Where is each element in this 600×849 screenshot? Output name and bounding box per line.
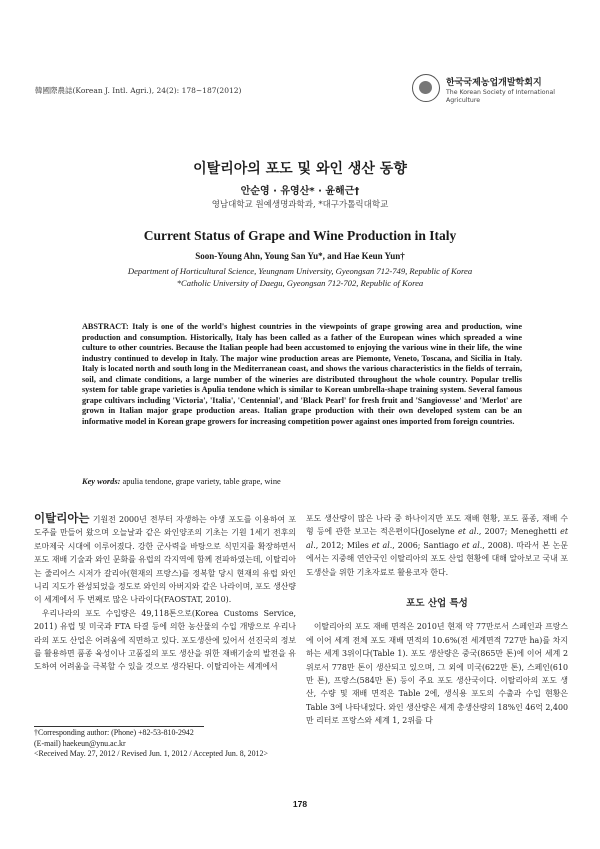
page-number: 178 [292, 799, 308, 809]
lead-word: 이탈리아는 [34, 511, 90, 525]
society-logo [412, 72, 562, 114]
footnote-divider [34, 726, 204, 727]
society-name-en: The Korean Society of International Agriculture [446, 89, 556, 104]
intro-paragraph-3: 포도 생산량이 많은 나라 중 하나이지만 포도 재배 현황, 포도 품종, 재배 수형 등에 관한 보고는 적은편이다(Joselyne et al., 2007; Meneghetti et al., 2012; Miles et al., 2006; Santiago et al., 2008). 따라서 본 논문에서는 지중해 연안국인 이탈리아의 포도 산업 현황에 대해 알아보고 국내 포도생산을 위한 기초자료로 활용코자 한다. [306, 514, 568, 577]
footnote [34, 728, 304, 760]
title-korean: 이탈리아의 포도 및 와인 생산 동향 [193, 161, 407, 177]
footnote-received: <Received May. 27, 2012 / Revised Jun. 1, 2012 / Accepted Jun. 8, 2012> [34, 749, 268, 759]
affiliation-korean: 영남대학교 원예생명과학과, *대구가톨릭대학교 [211, 200, 389, 210]
left-column [34, 512, 296, 674]
footnote-email: (E-mail) haekeun@ynu.ac.kr [34, 738, 126, 748]
affiliation-english-1: Department of Horticultural Science, Yeungnam University, Gyeongsan 712-749, Republic of Korea [127, 266, 473, 276]
right-column [306, 512, 568, 728]
keywords [82, 477, 522, 486]
intro-p1-text: 기원전 2000년 전부터 자생하는 야생 포도를 이용하여 포도주를 만들어 왔으며 오늘날과 같은 와인양조의 기초는 기원 1세기 전후의 로마제국 시대에 이루어졌다. 강한 군사력을 바탕으로 식민지를 확장하면서 포도 재배 기술과 와인 문화를 유럽의 각지역에 함께 전파하였는데, 이탈리아는 줄리어스 시저가 갈리아(현재의 프랑스)를 정복할 당시 현재의 유럽 와인니리 지도가 완성되었을 정도로 와인의 아버지와 같은 나라이며, 포도 생산량이 세계에서 두 번째로 많은 나라이다(FAOSTAT, 2010). [34, 515, 296, 605]
authors-english: Soon-Young Ahn, Young San Yu*, and Hae Keun Yun† [195, 251, 405, 261]
footnote-corresponding: †Corresponding author: (Phone) +82-53-810-2942 [34, 728, 194, 737]
abstract-text: Italy is one of the world's highest countries in the viewpoints of grape growing area and production, wine production and consumption. Historically, Italy has been called as a father of the European wines which spreaded a wine culture to other countries. Because the Italian people had been accustomed to enjoying the various wine in their life, the wine industry continued to develop in Italy. The major wine production areas are Piemonte, Veneto, Toscana, and Sicilia in Italy. Italy is located north and south long in the Mediterranean coast, and shows the various characteristics in the fields of terrain, soil, and climate conditions, a large number of the wineries are distributed throughout the whole country. Popular trellis system for table grape varieties is Apulia tendone which is similar to Korean umbrella-shape training system. Several famous grape cultivars including 'Victoria', 'Italia', 'Centennial', and 'Black Pearl' for fresh fruit and 'Sangiovesse' and 'Merlot' are grown in Italian major grape production areas. Italian grape production with their own developed system can be an informative model in Korean grape growers for increasing competition power against ones imported from foreign countries. [82, 322, 522, 426]
authors-korean: 안순영 · 유영산* · 윤해근† [240, 186, 360, 197]
keywords-text: apulia tendone, grape variety, table grape, wine [122, 477, 281, 486]
affiliation-english [0, 265, 600, 289]
section-paragraph-1: 이탈리아의 포도 재배 면적은 2010년 현재 약 77만로서 스페인과 프랑스에 이어 세계 전체 포도 재배 면적의 10.6%(전 세계면적 727만 ha)를 차지하는 세계 3위이다(Table 1). 포도 생산량은 중국(865만 톤)에 이어 세계 2위로서 778만 톤이 생산되고 있으며, 그 외에 미국(622만 톤), 스페인(610만 톤), 프랑스(584만 톤) 등이 주요 포도 생산국이다. 이탈리아의 포도 생산, 수량 및 재배 면적은 Table 2에, 생식용 포도의 수출과 수입 현황은 Table 3에 나타내었다. 와인 생산량은 세계 총생산량의 18%인 46억 2,400만 리터로 프랑스와 세계 1, 2위를 다 [306, 622, 568, 726]
affiliation-english-2: *Catholic University of Daegu, Gyeongsan 712-702, Republic of Korea [176, 278, 424, 288]
intro-paragraph-2: 우리나라의 포도 수입량은 49,118톤으로(Korea Customs Service, 2011) 유럽 및 미국과 FTA 타결 등에 의한 농산물의 수입 개방으로 우리나라의 포도 산업은 어려움에 직면하고 있다. 포도생산에 있어서 선진국의 정보를 활용하면 품종 육성이나 고품질의 포도 생산을 위한 재배기술의 발전을 유도하여 어려움을 극복할 수 있을 것으로 생각된다. 이탈리아는 세계에서 [34, 608, 296, 672]
abstract-label: ABSTRACT: [82, 322, 129, 331]
intro-paragraph-1 [34, 512, 296, 607]
journal-citation: 韓國際農誌(Korean J. Intl. Agri.), 24(2): 178~187(2012) [35, 86, 242, 95]
society-name-ko: 한국국제농업개발학회지 [446, 78, 542, 88]
abstract [82, 322, 522, 427]
keywords-label: Key words: [82, 477, 121, 486]
society-seal-icon [412, 74, 440, 102]
title-english: Current Status of Grape and Wine Production in Italy [143, 228, 457, 243]
section-heading: 포도 산업 특성 [406, 598, 468, 610]
